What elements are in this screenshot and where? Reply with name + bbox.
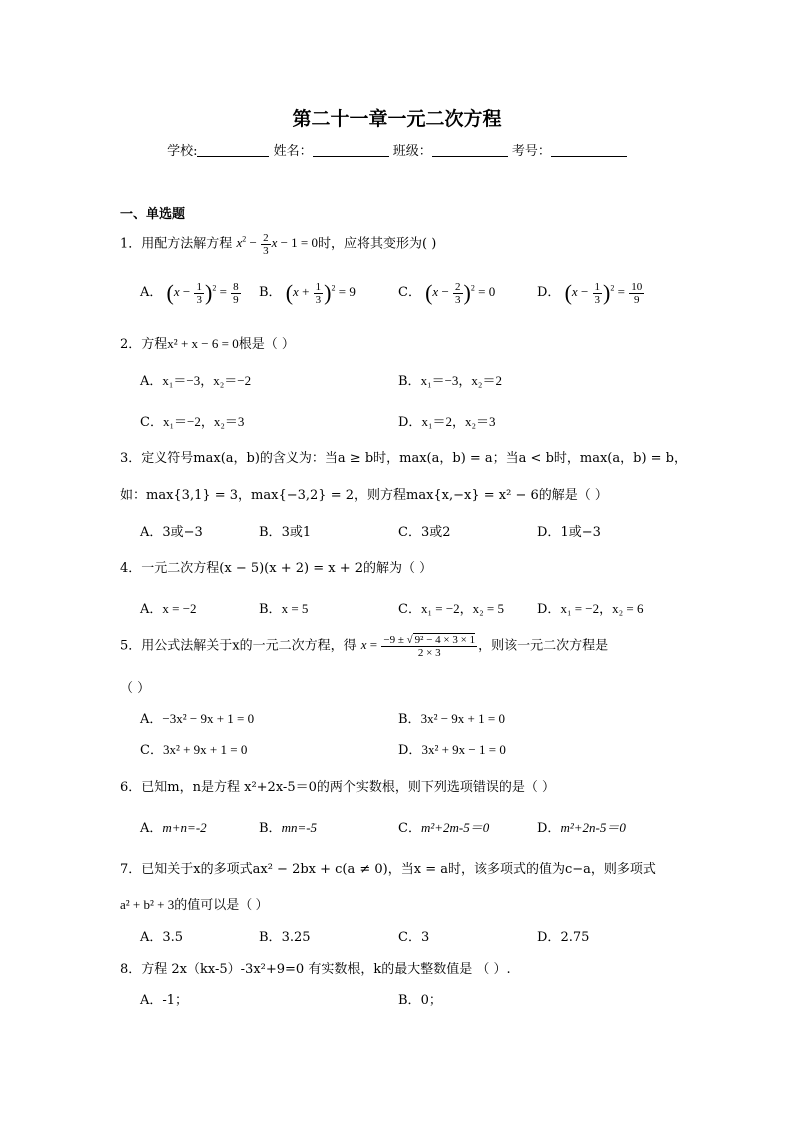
option-letter: B． [398,374,421,389]
school-blank[interactable] [197,143,269,157]
q4-option-b[interactable] [259,598,308,617]
q1-option-c[interactable]: C． (x − $\frac{2}{3}$ )$^2$ = 0 [398,280,496,306]
question-text: 用公式法解关于x的一元二次方程，得 [141,638,357,654]
q5-option-c[interactable] [140,739,247,758]
option-value: mn=-5 [281,820,318,835]
exam-no-blank[interactable] [551,143,627,157]
q6-option-b[interactable] [259,817,317,836]
q5-option-d[interactable] [398,739,506,758]
class-label: 班级： [392,144,432,159]
question-2 [120,333,295,352]
option-letter: A． [140,930,163,945]
option-value: m+n=-2 [162,820,207,835]
option-value: x₁ = −2，x₂ = 6 [560,601,644,616]
question-text: （ ） [120,681,151,696]
option-letter: A． [140,284,163,300]
option-letter: C． [398,930,421,945]
q4-option-a[interactable] [140,598,197,617]
q8-option-a[interactable] [140,989,188,1008]
q4-option-c[interactable] [398,598,504,617]
q6-option-a[interactable] [140,817,207,836]
exam-no-label: 考号： [511,144,551,159]
option-value: x₁＝−3，x₂＝−2 [162,373,252,388]
question-text: 方程 2x（kx-5）-3x²+9=0 有实数根，k的最大整数值是 （ ）. [141,962,511,977]
question-number: 5． [120,638,142,654]
question-text: 方程 [141,337,168,352]
option-value: x = −2 [162,601,197,616]
question-text: 已知关于x的多项式ax² − 2bx + c(a ≠ 0)，当x = a时，该多项式的值为c−a，则多项式 [141,862,656,877]
option-letter: D． [537,602,561,617]
option-letter: B． [259,821,282,836]
option-letter: B． [398,993,421,1008]
q1-option-a[interactable]: A． (x − $\frac{1}{3}$ )$^2$ = $\frac{8}{9}$ [140,280,239,306]
option-value: x = 5 [281,601,309,616]
option-letter: D． [537,930,561,945]
q7-option-b[interactable] [259,926,311,945]
option-value: 3.25 [281,930,311,945]
q3-option-d[interactable] [537,521,601,540]
q6-option-c[interactable] [398,817,489,836]
question-1: 1．用配方法解方程 $x^2$ − $\frac{2}{3}$ x − 1 = 0时，应将其变形为( ) [120,232,437,257]
option-letter: A． [140,525,163,540]
option-letter: C． [398,602,421,617]
equation: x² + x − 6 = 0 [167,336,239,351]
option-value: x₁＝−2，x₂＝3 [162,414,245,429]
question-number: 3． [120,451,142,466]
option-letter: D． [537,284,561,300]
option-letter: D． [398,415,422,430]
option-letter: B． [259,602,282,617]
q3-option-b[interactable] [259,521,311,540]
option-value: 3或1 [281,525,312,540]
option-letter: C． [398,525,421,540]
quadratic-formula: x = $\frac{\text{−9 ± √ 9² − 4 × 3 × 1}}{2 \times 3}$ [360,634,476,659]
question-6 [120,776,555,795]
option-value: m²+2m-5＝0 [420,820,490,835]
q7-option-d[interactable] [537,926,589,945]
option-value: 3x² − 9x + 1 = 0 [420,711,505,726]
question-text: 如：max{3,1} = 3，max{−3,2} = 2，则方程max{x,−x} = x² − 6的解是（ ） [120,488,608,503]
q3-option-c[interactable] [398,521,451,540]
option-letter: A． [140,712,163,727]
q2-option-c[interactable] [140,411,244,430]
question-number: 1． [120,236,142,252]
section-heading: 一、单选题 [120,207,186,222]
question-7-line-2 [120,894,268,913]
option-letter: A． [140,821,163,836]
option-letter: B． [259,525,282,540]
name-blank[interactable] [313,143,389,157]
q1-option-b[interactable]: B． (x + $\frac{1}{3}$ )$^2$ = 9 [259,280,356,306]
option-letter: D． [537,821,561,836]
option-value: 3x² + 9x + 1 = 0 [162,742,248,757]
question-number: 4． [120,561,142,576]
student-info-line [0,140,794,159]
q4-option-d[interactable] [537,598,644,617]
option-value: x₁＝−3，x₂＝2 [420,373,502,388]
question-text: 根是（ ） [238,337,295,352]
option-letter: C． [140,743,163,758]
option-letter: B． [259,284,282,300]
option-value: −3x² − 9x + 1 = 0 [162,711,255,726]
option-letter: C． [140,415,163,430]
option-value: 0； [420,993,442,1008]
question-number: 6． [120,780,142,795]
option-letter: B． [398,712,421,727]
option-letter: A． [140,374,163,389]
question-3-line-2 [120,484,608,503]
school-label: 学校: [167,144,198,159]
option-value: 3x² + 9x − 1 = 0 [421,742,506,757]
question-text: 时，应将其变形为( ) [318,236,437,252]
question-text: a² + b² + 3的值可以是（ ） [120,897,269,912]
name-label: 姓名： [273,144,313,159]
question-number: 2． [120,337,142,352]
question-3-line-1 [120,447,687,466]
q8-option-b[interactable] [398,989,442,1008]
option-letter: A． [140,993,163,1008]
question-text: 用配方法解方程 [141,236,233,252]
option-value: 3.5 [162,930,184,945]
option-letter: D． [398,743,422,758]
option-value: 2.75 [560,930,590,945]
q5-option-a[interactable] [140,708,254,727]
q3-option-a[interactable] [140,521,203,540]
page-title: 第二十一章一元二次方程 [292,108,502,130]
q1-option-d[interactable]: D． (x − $\frac{1}{3}$ )$^2$ = $\frac{10}{9}$ [537,280,643,306]
question-5-line-2 [120,677,150,696]
q7-option-a[interactable] [140,926,183,945]
option-value: 3或−3 [162,525,203,540]
option-value: m²+2n-5＝0 [560,820,626,835]
question-number: 7． [120,862,142,877]
question-number: 8． [120,962,142,977]
option-value: x₁＝2，x₂＝3 [421,414,496,429]
q2-option-b[interactable] [398,370,502,389]
option-value: 1或−3 [560,525,601,540]
option-value: x₁ = −2，x₂ = 5 [420,601,505,616]
option-value: 3或2 [420,525,451,540]
q7-option-c[interactable] [398,926,429,945]
option-value: 3 [420,930,430,945]
question-text: ，则该一元二次方程是 [478,638,609,654]
question-8 [120,958,511,977]
question-4 [120,557,432,576]
option-letter: B． [259,930,282,945]
question-text: 一元二次方程(x − 5)(x + 2) = x + 2的解为（ ） [141,561,433,576]
option-letter: D． [537,525,561,540]
option-letter: C． [398,821,421,836]
q5-option-b[interactable] [398,708,505,727]
option-value: -1； [162,993,189,1008]
question-text: 定义符号max(a，b)的含义为：当a ≥ b时，max(a，b) = a；当a < b时，max(a，b) = b， [141,451,688,466]
question-5-line-1 [120,634,608,659]
option-letter: A． [140,602,163,617]
option-letter: C． [398,284,421,300]
q2-option-a[interactable] [140,370,251,389]
question-7-line-1 [120,858,656,877]
question-text: 已知m，n是方程 x²+2x-5＝0的两个实数根，则下列选项错误的是（ ） [141,780,555,795]
q6-option-d[interactable] [537,817,626,836]
q2-option-d[interactable] [398,411,496,430]
class-blank[interactable] [432,143,508,157]
